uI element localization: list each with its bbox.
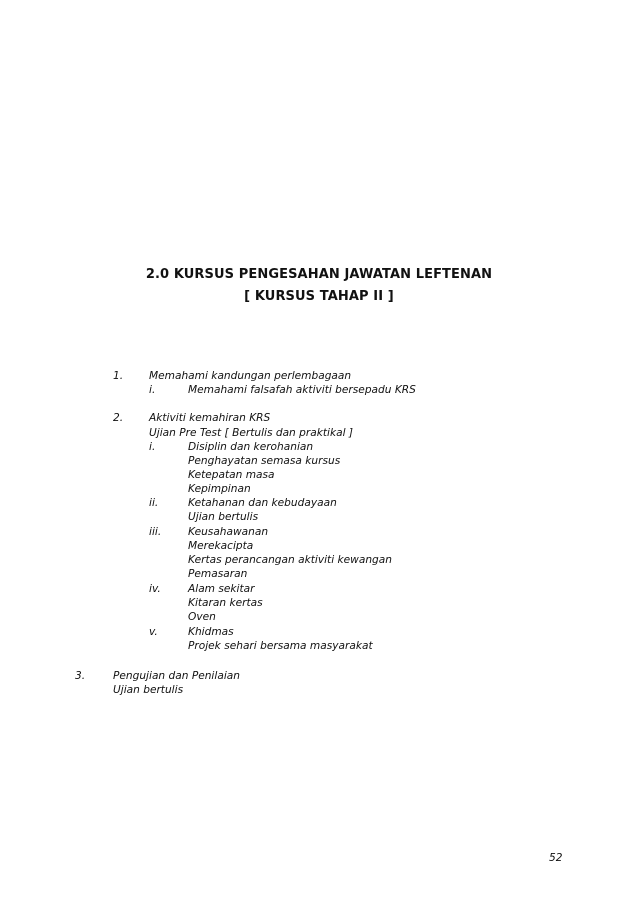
item-number: 2. — [113, 412, 124, 424]
subitem-number: i. — [149, 384, 156, 396]
subitem-number: iii. — [149, 526, 162, 538]
document-subtitle: [ KURSUS TAHAP II ] — [244, 289, 394, 304]
subitem-text: Projek sehari bersama masyarakat — [188, 640, 373, 652]
subitem-text: Pemasaran — [188, 568, 248, 580]
item-text: Pengujian dan Penilaian — [113, 670, 240, 682]
item-number: 3. — [75, 670, 86, 682]
subitem-text: Keusahawanan — [188, 526, 269, 538]
item-text: Memahami kandungan perlembagaan — [149, 370, 352, 382]
subitem-number: v. — [149, 626, 158, 638]
subitem-text: Penghayatan semasa kursus — [188, 455, 341, 467]
document-title: 2.0 KURSUS PENGESAHAN JAWATAN LEFTENAN — [145, 267, 493, 282]
subitem-text: Ketahanan dan kebudayaan — [188, 497, 337, 509]
subitem-text: Khidmas — [188, 626, 234, 638]
subitem-text: Ujian bertulis — [188, 511, 259, 523]
subitem-text: Oven — [188, 611, 216, 623]
item-number: 1. — [113, 370, 124, 382]
subitem-text: Memahami falsafah aktiviti bersepadu KRS — [188, 384, 416, 396]
subitem-text: Disiplin dan kerohanian — [188, 441, 314, 453]
item-note: Ujian bertulis — [113, 684, 184, 696]
item-note: Ujian Pre Test [ Bertulis dan praktikal ] — [149, 427, 354, 439]
subitem-text: Kepimpinan — [188, 483, 251, 495]
subitem-text: Kitaran kertas — [188, 597, 263, 609]
subitem-number: i. — [149, 441, 156, 453]
subitem-number: iv. — [149, 583, 161, 595]
subitem-number: ii. — [149, 497, 159, 509]
subitem-text: Alam sekitar — [188, 583, 255, 595]
subitem-text: Merekacipta — [188, 540, 254, 552]
subitem-text: Kertas perancangan aktiviti kewangan — [188, 554, 392, 566]
page-number: 52 — [549, 852, 563, 864]
item-text: Aktiviti kemahiran KRS — [149, 412, 271, 424]
subitem-text: Ketepatan masa — [188, 469, 275, 481]
